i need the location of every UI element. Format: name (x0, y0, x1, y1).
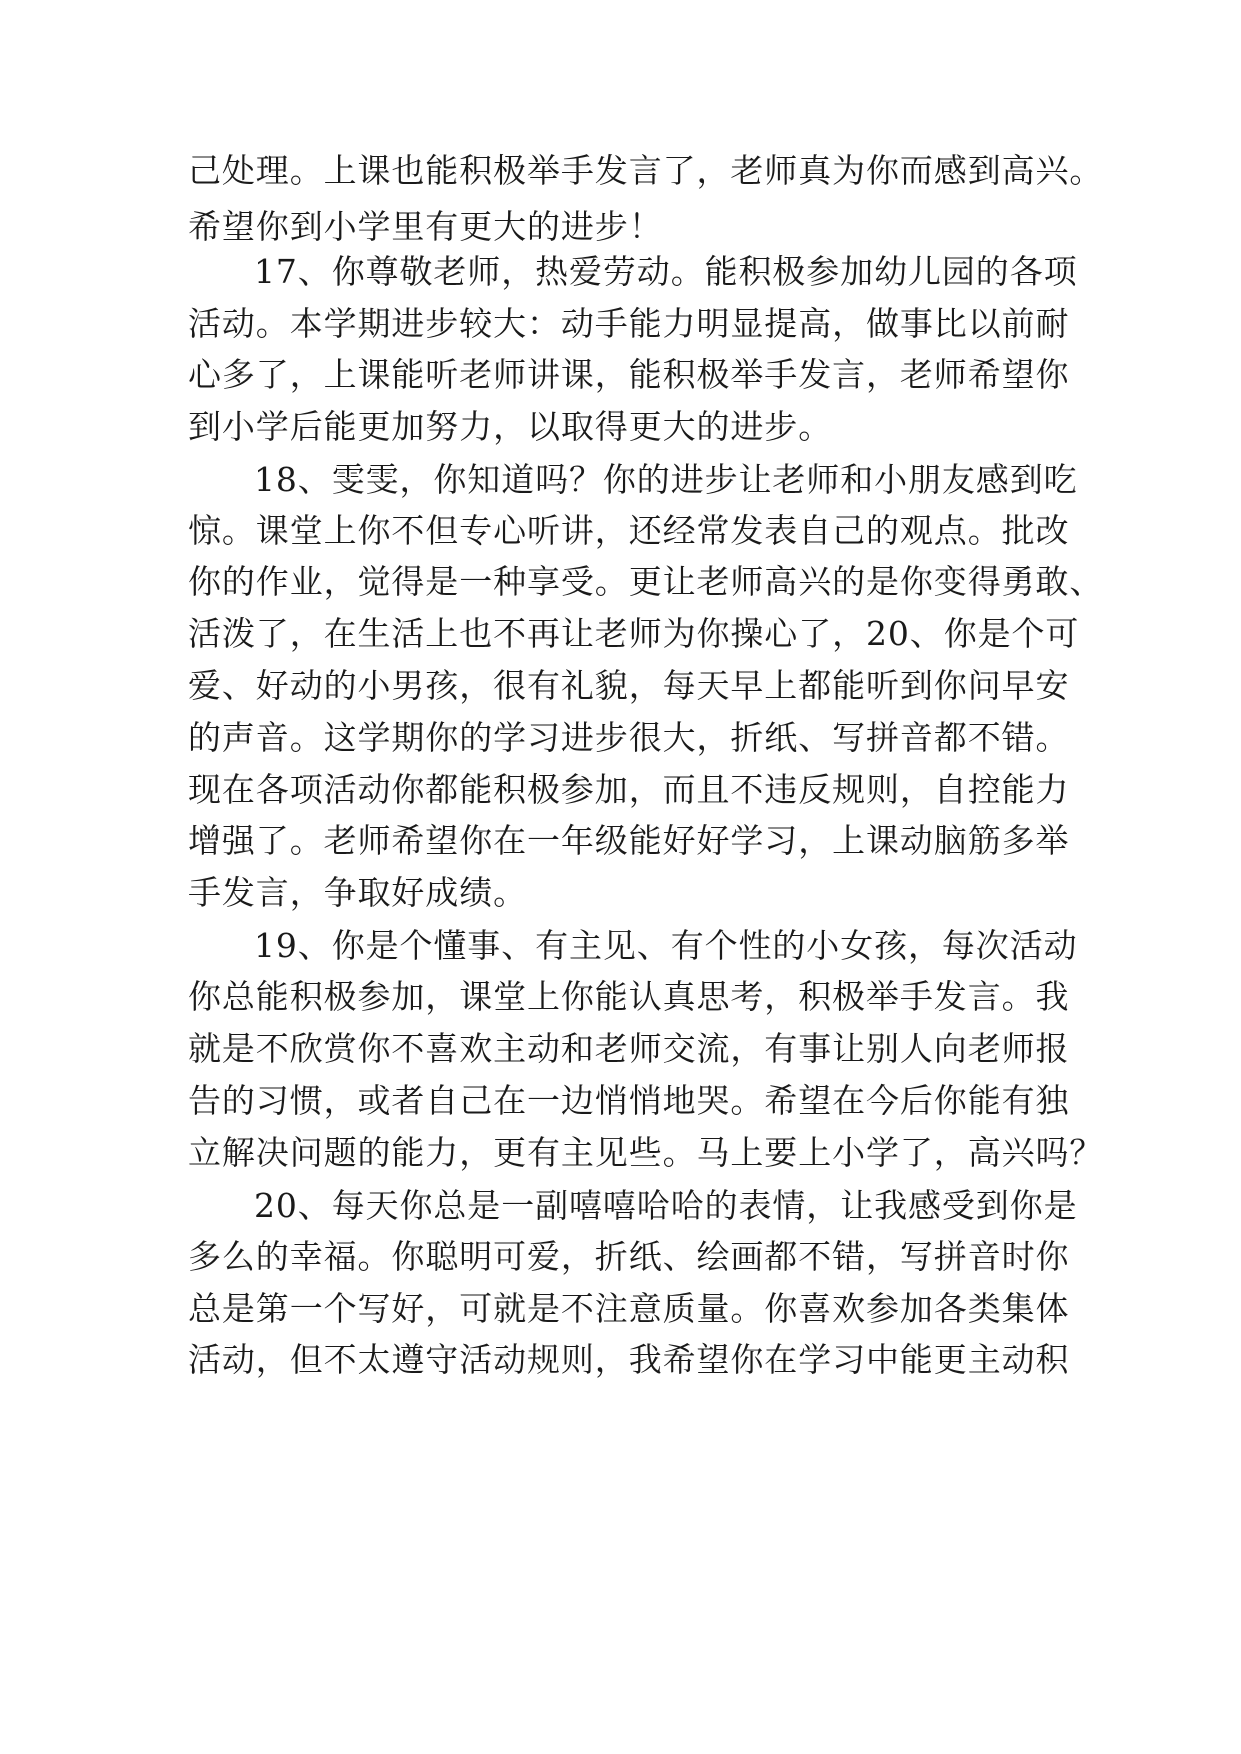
paragraph-start-18: 18、雯雯，你知道吗？你的进步让老师和小朋友感到吃 (254, 460, 1078, 499)
text-line: 到小学后能更加努力，以取得更大的进步。 (188, 407, 833, 446)
text-line: 活动，但不太遵守活动规则，我希望你在学习中能更主动积 (188, 1340, 1070, 1379)
text-line: 心多了，上课能听老师讲课，能积极举手发言，老师希望你 (188, 355, 1070, 394)
paragraph-start-17: 17、你尊敬老师，热爱劳动。能积极参加幼儿园的各项 (254, 252, 1078, 291)
text-line: 你的作业，觉得是一种享受。更让老师高兴的是你变得勇敢、 (188, 562, 1104, 601)
text-line: 增强了。老师希望你在一年级能好好学习，上课动脑筋多举 (188, 821, 1070, 860)
text-line: 活动。本学期进步较大：动手能力明显提高，做事比以前耐 (188, 304, 1070, 343)
text-line: 的声音。这学期你的学习进步很大，折纸、写拼音都不错。 (188, 718, 1070, 757)
text-line: 希望你到小学里有更大的进步！ (188, 207, 663, 246)
text-line: 惊。课堂上你不但专心听讲，还经常发表自己的观点。批改 (188, 511, 1070, 550)
text-line: 手发言，争取好成绩。 (188, 873, 527, 912)
paragraph-start-19: 19、你是个懂事、有主见、有个性的小女孩，每次活动 (254, 926, 1078, 965)
text-line: 告的习惯，或者自己在一边悄悄地哭。希望在今后你能有独 (188, 1081, 1070, 1120)
text-line: 多么的幸福。你聪明可爱，折纸、绘画都不错，写拼音时你 (188, 1237, 1070, 1276)
text-line: 活泼了，在生活上也不再让老师为你操心了，20、你是个可 (188, 614, 1080, 653)
text-line: 就是不欣赏你不喜欢主动和老师交流，有事让别人向老师报 (188, 1029, 1070, 1068)
text-line: 立解决问题的能力，更有主见些。马上要上小学了，高兴吗？ (188, 1133, 1104, 1172)
text-line: 你总能积极参加，课堂上你能认真思考，积极举手发言。我 (188, 977, 1070, 1016)
text-line: 己处理。上课也能积极举手发言了，老师真为你而感到高兴。 (188, 151, 1104, 190)
paragraph-start-20: 20、每天你总是一副嘻嘻哈哈的表情，让我感受到你是 (254, 1186, 1078, 1225)
text-line: 总是第一个写好，可就是不注意质量。你喜欢参加各类集体 (188, 1289, 1070, 1328)
text-line: 爱、好动的小男孩，很有礼貌，每天早上都能听到你问早安 (188, 666, 1070, 705)
text-line: 现在各项活动你都能积极参加，而且不违反规则，自控能力 (188, 770, 1070, 809)
